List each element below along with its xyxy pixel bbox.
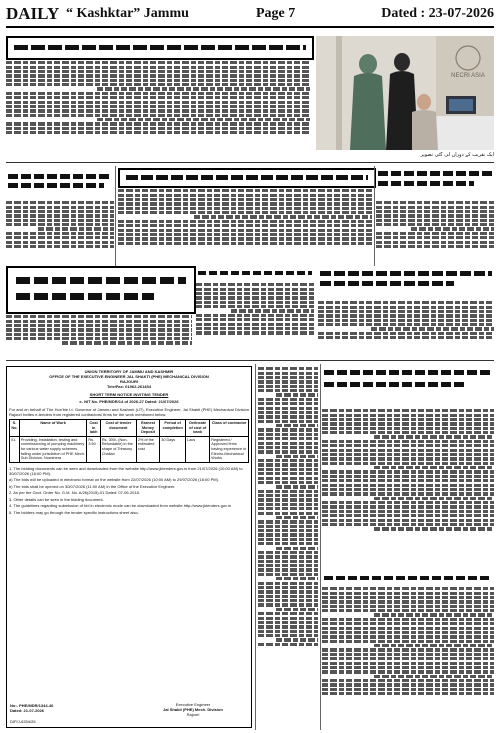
text-line [118,211,372,214]
text-line [258,625,318,628]
text-line [6,324,192,327]
text-line [118,237,372,240]
text-line [6,333,192,336]
masthead-paper-name: “ Kashktar” Jammu [66,6,189,21]
tender-col-header: Name of Work [19,420,87,437]
text-line [322,657,494,660]
text-line [258,586,318,589]
tender-signature [138,702,248,717]
story-3-headline [118,168,376,188]
text-line [322,510,494,513]
text-line [322,618,494,621]
tender-note: 2. As per the Govt. Order No. G.M. No. A/26(2015)-01 Dated: 07-06-2018. [9,490,140,496]
story-1-headline [6,36,314,60]
text-line [196,331,314,334]
text-line [258,477,318,480]
text-line [97,118,310,121]
text-line [6,210,114,213]
text-line [258,538,318,541]
story-2-body [6,200,114,262]
text-line [374,527,494,530]
text-line [376,201,494,204]
text-line [196,283,314,286]
text-line [322,492,494,495]
text-line [258,520,318,523]
text-line [276,485,318,488]
tender-tel: Tele/Fax: 01962-261454 [107,384,151,389]
text-line [258,551,318,554]
text-line [258,442,318,445]
text-line [118,229,372,232]
text-line [322,418,494,421]
text-line [374,675,494,678]
text-line [118,207,372,210]
text-line [6,232,114,235]
text-line [258,468,318,471]
text-line [196,288,314,291]
text-line [6,96,310,99]
tender-note: 3. Other details can be seen in the bidding document. [9,496,104,502]
tender-note: 5. The bidders may go through the tender specific instructions sheet also. [9,509,139,515]
tender-col-header: Period of completion [160,420,186,437]
text-line [6,83,310,86]
text-line [322,488,494,491]
text-line [118,198,372,201]
text-line [376,210,494,213]
text-line [322,409,494,412]
text-line [322,662,494,665]
text-line [258,433,318,436]
text-line [6,127,310,130]
tender-col-header: Cost of tender document [100,420,136,437]
text-line [374,466,494,469]
text-line [322,431,494,434]
text-line [258,582,318,585]
text-line [258,634,318,637]
text-line [322,631,494,634]
text-line [258,446,318,449]
text-line [258,398,318,401]
tender-note: a) The bids will be uploaded in electronic format on the website from 22/07/2026 (10:00 AM) to 29/07/2026 (16:00 PM). [9,477,220,483]
text-line [322,666,494,669]
text-line [258,555,318,558]
text-line [6,206,114,209]
text-line [258,385,318,388]
text-line [258,599,318,602]
text-line [318,310,494,313]
text-line [196,314,314,317]
text-line [258,542,318,545]
story-6-headline [196,268,314,278]
text-line [318,306,494,309]
text-line [196,305,314,308]
text-line [258,437,318,440]
text-line [258,512,318,515]
tender-notice [6,366,252,728]
text-line [231,309,314,312]
masthead-daily: DAILY [6,4,60,23]
text-line [258,603,318,606]
text-line [258,590,318,593]
table-cell: Lacs [186,436,210,462]
text-line [322,519,494,522]
text-line [6,320,192,323]
text-line [376,219,494,222]
photo-caption [316,152,494,159]
text-line [118,189,372,192]
text-line [196,301,314,304]
text-line [258,612,318,615]
text-line [118,242,372,245]
text-line [258,494,318,497]
text-line [322,640,494,643]
text-line [322,692,494,695]
text-line [258,407,318,410]
text-line [276,424,318,427]
divider-1 [6,162,494,163]
text-line [376,245,494,248]
table-cell: Providing, installation, testing and commissioning of pumping machinery for various water supply schemes falling under jurisdiction of PHE Mech. Sub Division, Nowshera [19,436,87,462]
story-7-body [318,300,494,354]
text-line [322,688,494,691]
tender-table [9,419,249,463]
text-line [322,670,494,673]
text-line [258,459,318,462]
story-9-headline [322,364,494,404]
text-line [258,389,318,392]
text-line [258,529,318,532]
tender-signature-place: Rajouri [186,712,200,717]
text-line [6,315,192,318]
text-line [322,440,494,443]
text-line [276,516,318,519]
tender-org-line1: UNION TERRITORY OF JAMMU AND KASHMIR [84,369,174,374]
text-line [258,376,318,379]
text-line [258,617,318,620]
text-line [318,323,494,326]
table-row [10,436,249,462]
text-line [6,201,114,204]
tender-notes [9,466,249,515]
tender-diro: DIP/J-6334/26 [10,719,36,724]
text-line [6,214,114,217]
text-line [374,435,494,438]
table-cell: 2% of the estimated cost [136,436,159,462]
text-line [258,372,318,375]
text-line [258,402,318,405]
text-line [118,194,372,197]
masthead-date: Dated : 23-07-2026 [381,6,494,21]
text-line [194,215,372,218]
tender-ref [10,703,120,713]
text-line [6,236,114,239]
text-line [196,292,314,295]
text-line [322,505,494,508]
tender-table-header [10,420,249,437]
text-line [322,648,494,651]
text-line [258,643,318,646]
text-line [322,596,494,599]
masthead [6,4,494,28]
text-line [6,109,310,112]
text-line [376,214,494,217]
tender-col-header: Delineate of cost of bank [186,420,210,437]
text-line [322,514,494,517]
tender-ref-no: No:- PHE/MDR/1344-46 [10,703,54,708]
table-cell: Registered / Approved firms having experience in Electro-Mechanical Works [210,436,249,462]
text-line [322,470,494,473]
text-line [322,453,494,456]
text-line [6,61,310,64]
text-line [322,683,494,686]
text-line [6,337,192,340]
tender-note: b) The bids shall be opened on 30/07/2026 (11:00 AM) in the Office of the Executive Engineer. [9,483,176,489]
text-line [376,223,494,226]
text-line [318,319,494,322]
text-line [258,463,318,466]
tender-col-header: Earnest Money Deposit [136,420,159,437]
tender-org-line2: OFFICE OF THE EXECUTIVE ENGINEER JAL SHAKTI (PHE) MECHANICAL DIVISION [49,374,209,379]
text-line [38,227,114,230]
text-line [322,422,494,425]
text-line [322,635,494,638]
text-line [258,420,318,423]
text-line [276,638,318,641]
text-line [318,332,494,335]
story-1-body [6,60,310,160]
tender-table-body [10,436,249,462]
text-line [322,605,494,608]
news-photo [316,36,494,150]
text-line [258,490,318,493]
text-line [276,608,318,611]
photo-caption-text: ایک تقریب کے دوران لی گئی تصویر [420,152,494,158]
divider-2 [6,360,494,361]
tender-signature-office: Jal Shakti (PHE) Mech. Division [163,707,223,712]
text-line [322,600,494,603]
text-line [258,503,318,506]
text-line [322,592,494,595]
text-line [6,131,310,134]
tender-note: 4. The guidelines regarding submission of bid in electronic mode can be downloaded from website http://www.jktenders.gov.in [9,503,231,509]
text-line [376,232,494,235]
tender-col-header: S. No. [10,420,20,437]
text-line [322,475,494,478]
text-line [258,507,318,510]
text-line [118,224,372,227]
text-line [118,233,372,236]
text-line [322,653,494,656]
text-line [258,450,318,453]
text-line [258,411,318,414]
text-line [322,449,494,452]
text-line [258,472,318,475]
text-line [322,414,494,417]
text-line [6,66,310,69]
story-7-headline [318,266,494,296]
text-line [376,241,494,244]
text-line [6,114,310,117]
text-line [322,444,494,447]
photo-illustration [316,36,494,150]
text-line [276,577,318,580]
tender-col-header: Class of contractor [210,420,249,437]
text-line [374,613,494,616]
text-line [376,236,494,239]
tender-note: 1. The bidding documents can be seen and downloaded from the website http://www.jktenders.gov.in from 21/07/2026 (10:00 AM) to 30/07/2026 (16:00 PM). [9,465,243,476]
text-line [258,630,318,633]
table-cell: 01. [10,436,20,462]
text-line [276,455,318,458]
text-line [6,241,114,244]
text-line [118,202,372,205]
table-cell: Rs. 3.50 [87,436,100,462]
sign-text: NECRI ASIA [451,73,485,79]
text-line [318,336,494,339]
tender-signature-title: Executive Engineer [175,702,211,707]
text-line [322,679,494,682]
text-line [258,595,318,598]
tender-ref-date: Dated: 21-07-2026 [10,708,45,713]
text-line [258,525,318,528]
story-6-body [196,282,314,354]
text-line [118,220,372,223]
text-line [322,587,494,590]
tender-intro: For and on behalf of The Hon'ble Lt. Governor of Jammu and Kashmir (UT), Executive Engineer, Jal Shakti (PHE) Mechanical Division Rajouri invites e-tenders from registered contractors/ firms for the work mentioned below. [9,407,249,417]
text-line [258,428,318,431]
text-line [276,547,318,550]
story-9-body [322,408,494,568]
text-line [6,223,114,226]
text-line [258,568,318,571]
text-line [258,498,318,501]
text-line [6,122,310,125]
text-line [318,314,494,317]
text-line [322,609,494,612]
story-10-body [322,586,494,728]
text-line [6,245,114,248]
text-line [322,462,494,465]
story-4-headline [376,166,494,196]
text-line [322,479,494,482]
text-line [258,380,318,383]
story-3-body [118,188,372,262]
text-line [97,87,310,90]
table-cell: 30 Days [160,436,186,462]
story-5-body [6,314,192,354]
tender-nit-no: e- NIT No. PHE/MDR/14 of 2026-27 Dated: 21/07/2026 [79,399,179,404]
text-line [258,481,318,484]
text-line [6,101,310,104]
story-5-headline [6,266,196,314]
text-line [322,427,494,430]
text-line [196,296,314,299]
text-line [276,393,318,396]
text-line [318,301,494,304]
text-line [6,70,310,73]
text-line [258,533,318,536]
text-line [258,367,318,370]
story-8-body [258,366,318,728]
text-line [374,644,494,647]
text-line [62,341,192,344]
text-line [374,497,494,500]
text-line [322,523,494,526]
text-line [258,560,318,563]
table-cell: Rs. 300/- (Non-Refundable) in the shape of Treasury Challan [100,436,136,462]
text-line [322,484,494,487]
text-line [6,105,310,108]
masthead-page-number: Page 7 [256,6,296,21]
story-10-headline [322,572,494,584]
text-line [6,74,310,77]
text-line [371,327,494,330]
text-line [196,327,314,330]
text-line [411,227,494,230]
text-line [6,92,310,95]
text-line [6,219,114,222]
tender-org-line3: RAJOURI [119,379,138,384]
tender-col-header: Cost in lakh [87,420,100,437]
text-line [196,323,314,326]
text-line [376,206,494,209]
text-line [322,457,494,460]
text-line [258,415,318,418]
tender-notice-title: SHORT TERM NOTICE INVITING TENDER [89,392,169,397]
story-2-headline [6,170,114,198]
text-line [6,79,310,82]
text-line [322,501,494,504]
text-line [258,573,318,576]
text-line [322,627,494,630]
text-line [6,328,192,331]
text-line [322,622,494,625]
text-line [258,564,318,567]
text-line [196,318,314,321]
story-4-body [376,200,494,262]
text-line [258,621,318,624]
